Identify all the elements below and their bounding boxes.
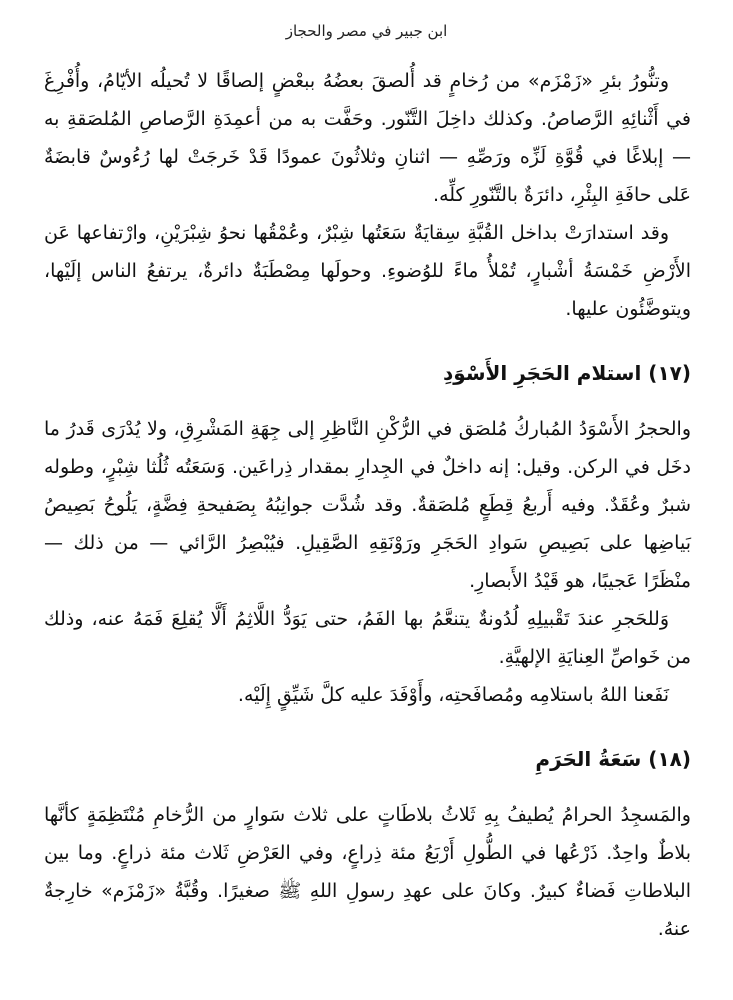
intro-section — [44, 62, 691, 328]
section-17-paragraph-2: وَللحَجرِ عندَ تَقْبيلِهِ لُدُونةٌ يتنعَّمُ بها الفَمُ، حتى يَوَدُّ اللَّاثِمُ أَلَّا يُقلِعَ فَمَهُ عنه، وذلك من خَواصِّ العِنايَةِ الإلهيَّةِ. — [44, 608, 691, 668]
section-18-paragraph-1: والمَسجِدُ الحرامُ يُطيفُ بِهِ ثَلاثُ بلاطَاتٍ على ثلاث سَوارٍ من الرُّخامِ مُنْتَظِمَةٍ كأنَّها بلاطٌ واحِدٌ. ذَرْعُها في الطُّولِ أَرْبَعُ مئة ذِراعٍ، وفي العَرْضِ ثَلاث مئة ذراعٍ. وما بين البلاطاتِ فَضاءٌ كبيرٌ. وكانَ على عهدِ رسولِ اللهِ ﷺ صغيرًا. وقُبَّةُ «زَمْزَم» خارِجةٌ عنهُ. — [44, 804, 691, 940]
section-17 — [44, 356, 691, 714]
section-17-paragraph-3: نَفَعنا اللهُ باستلامِه ومُصافَحتِه، وأَوْفَدَ عليه كلَّ شَيِّقٍ إِلَيْه. — [237, 684, 669, 706]
section-17-paragraph-1: والحجرُ الأَسْوَدُ المُباركُ مُلصَق في الرُّكْنِ النَّاظِرِ إلى جِهَةِ المَشْرِقِ، ولا يُدْرَى قَدرُ ما دخَل في الركن. وقيل: إنه داخلٌ في الجِدارِ بمقدار ذِراعَين. وَسَعَتُه ثُلُثا شِبْرٍ، وطوله شبرٌ وعُقَدٌ. وفيه أَربعُ قِطَعٍ مُلصَقةٌ. وقد شُدَّت جوانِبُهُ بِصَفيحةِ فِضَّةٍ، يَلُوحُ بَصِيصُ بَياضِها على بَصِيصِ سَوادِ الحَجَرِ ورَوْنَقِهِ الصَّقِيلِ. فيُبْصِرُ الرَّائي — من ذلك — منْظَرًا عَجيبًا، هو قَيْدُ الأَبصارِ. — [44, 418, 691, 592]
intro-paragraph-1: وتنُّورُ بئرِ «زَمْزَم» من رُخامٍ قد أُلصقَ بعضُهُ ببعْضٍ إلصاقًا لا تُحيلُه الأيّامُ، وأُفْرِغَ في أَثْنائِهِ الرَّصاصُ. وكذلك داخِلَ التَّنّور. وحَفَّت به من أعمِدَةِ الرَّصاصِ المُلصَقةِ به — إبلاغًا في قُوَّةِ لَزِّه ورَصِّهِ — اثنانِ وثلاثُونَ عمودًا قَدْ خَرجَتْ لها رُءُوسٌ قابضَةٌ عَلى حافَةِ البِئْرِ، دائرَةٌ بالتَّنّورِ كلِّه. — [44, 70, 691, 206]
running-header: ابن جبير في مصر والحجاز — [285, 22, 448, 40]
page-content — [44, 62, 691, 948]
section-18 — [44, 742, 691, 948]
intro-paragraph-2: وقد استدارَتْ بداخل القُبَّةِ سِقايَةٌ سَعَتُها شِبْرٌ، وعُمْقُها نحوُ شِبْرَيْنِ، وارْتفاعها عَن الأَرْضِ خَمْسَةُ أشْبارٍ، تُمْلأُ ماءً للوُضوءِ. وحولَها مِصْطَبَةٌ دائرةٌ، يرتفعُ الناس إلَيْها، ويتوضَّئُون عليها. — [44, 222, 691, 320]
section-17-heading: (١٧) استلام الحَجَرِ الأَسْوَدِ — [443, 361, 691, 385]
section-18-heading: (١٨) سَعَةُ الحَرَمِ — [535, 747, 691, 771]
